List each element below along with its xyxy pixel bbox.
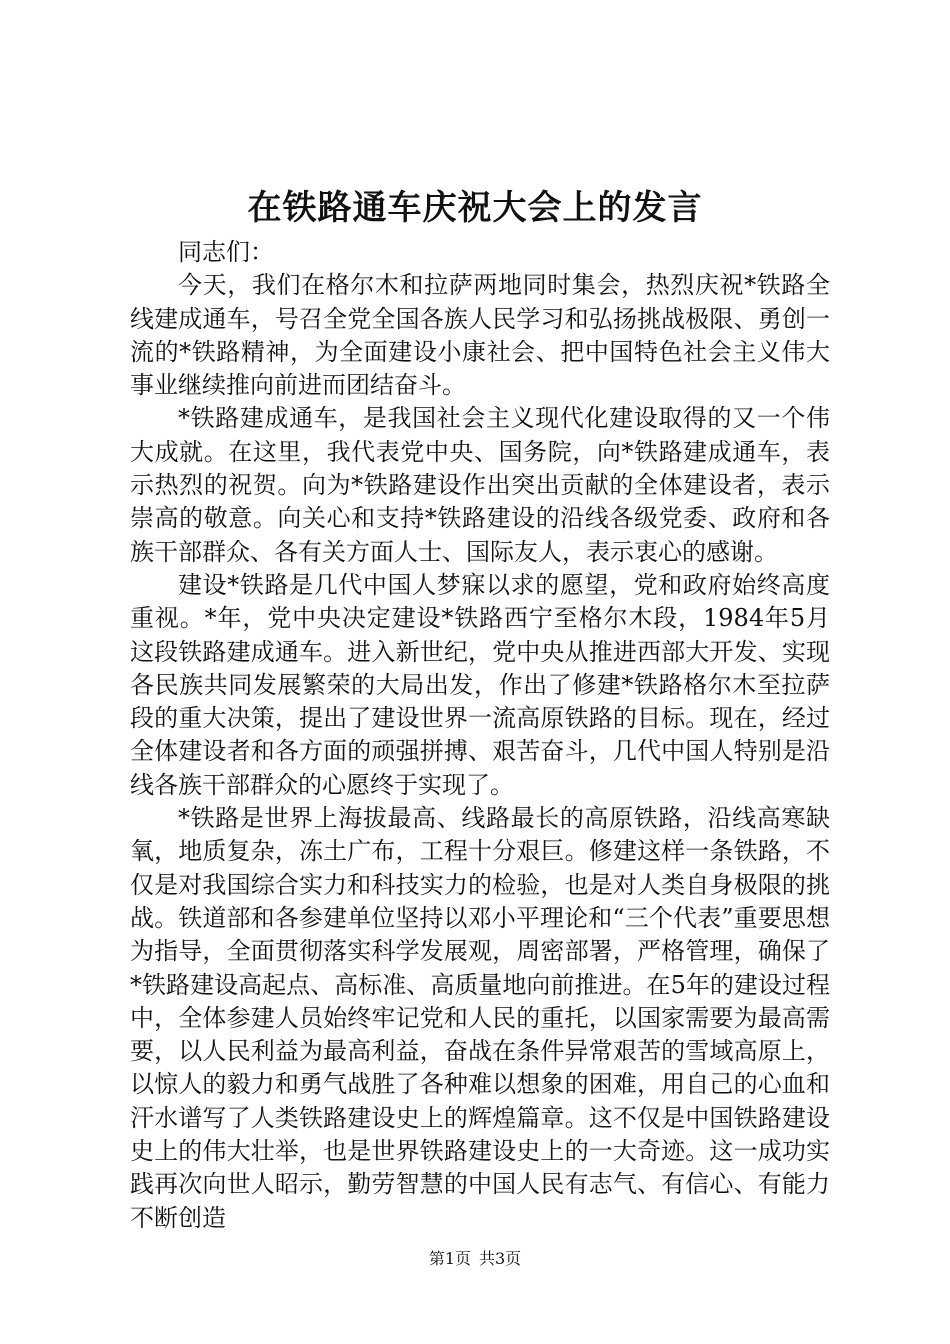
page-number: 第1页 bbox=[428, 1249, 471, 1268]
salutation: 同志们： bbox=[178, 238, 274, 266]
paragraph-4: *铁路是世界上海拔最高、线路最长的高原铁路，沿线高寒缺氧，地质复杂，冻土广布，工程十分艰巨。修建这样一条铁路，不仅是对我国综合实力和科技实力的检验，也是对人类自身极限的挑战。铁道部和各参建单位坚持以邓小平理论和“三个代表”重要思想为指导，全面贯彻落实科学发展观，周密部署，严格管理，确保了*铁路建设高起点、高标准、高质量地向前推进。在5年的建设过程中，全体参建人员始终牢记党和人民的重托，以国家需要为最高需要，以人民利益为最高利益，奋战在条件异常艰苦的雪域高原上，以惊人的毅力和勇气战胜了各种难以想象的困难，用自己的心血和汗水谱写了人类铁路建设史上的辉煌篇章。这不仅是中国铁路建设史上的伟大壮举，也是世界铁路建设史上的一大奇迹。这一成功实践再次向世人昭示，勤劳智慧的中国人民有志气、有信心、有能力不断创造 bbox=[130, 804, 830, 1232]
page-footer bbox=[0, 1248, 950, 1270]
document-body bbox=[130, 236, 830, 1235]
paragraph-3: 建设*铁路是几代中国人梦寐以求的愿望，党和政府始终高度重视。*年，党中央决定建设*铁路西宁至格尔木段，1984年5月这段铁路建成通车。进入新世纪，党中央从推进西部大开发、实现各民族共同发展繁荣的大局出发，作出了修建*铁路格尔木至拉萨段的重大决策，提出了建设世界一流高原铁路的目标。现在，经过全体建设者和各方面的顽强拼搏、艰苦奋斗，几代中国人特别是沿线各族干部群众的心愿终于实现了。 bbox=[130, 570, 830, 799]
document-title: 在铁路通车庆祝大会上的发言 bbox=[247, 188, 703, 228]
paragraph-2: *铁路建成通车，是我国社会主义现代化建设取得的又一个伟大成就。在这里，我代表党中央、国务院，向*铁路建成通车，表示热烈的祝贺。向为*铁路建设作出突出贡献的全体建设者，表示崇高的敬意。向关心和支持*铁路建设的沿线各级党委、政府和各族干部群众、各有关方面人士、国际友人，表示衷心的感谢。 bbox=[130, 404, 830, 566]
page-total: 共3页 bbox=[479, 1249, 522, 1268]
paragraph-1: 今天，我们在格尔木和拉萨两地同时集会，热烈庆祝*铁路全线建成通车，号召全党全国各族人民学习和弘扬挑战极限、勇创一流的*铁路精神，为全面建设小康社会、把中国特色社会主义伟大事业继续推向前进而团结奋斗。 bbox=[130, 271, 830, 400]
